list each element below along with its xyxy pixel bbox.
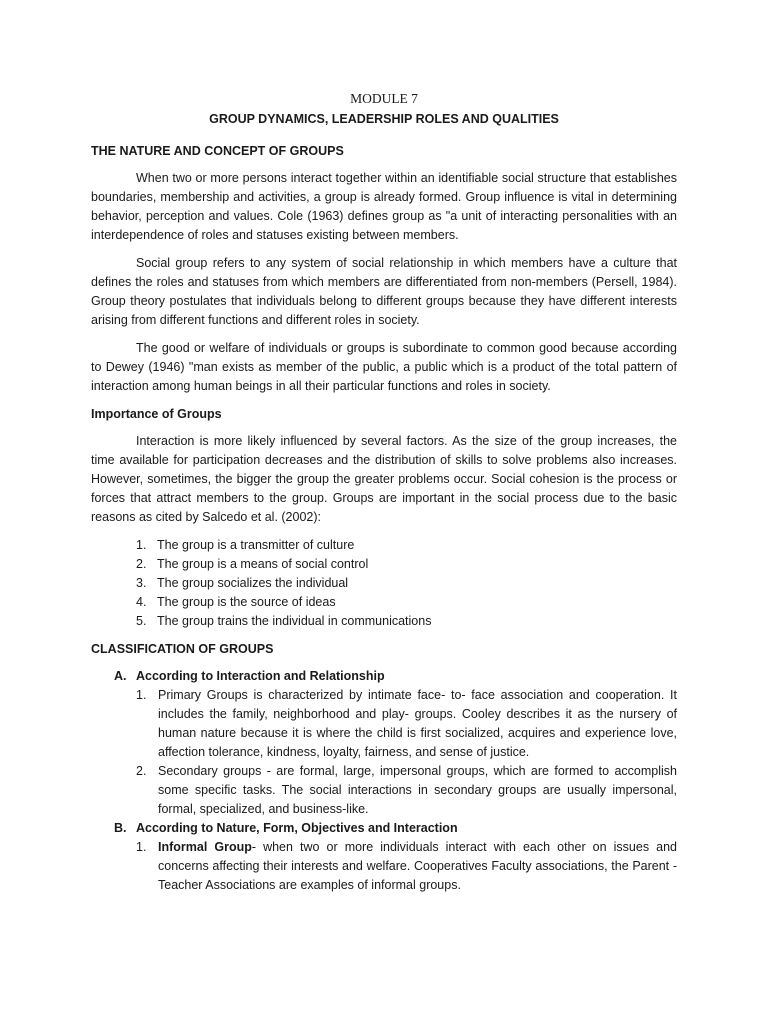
list-number: 2. (136, 764, 147, 778)
list-number: 1. (136, 840, 147, 854)
list-number: 1. (136, 538, 147, 552)
alpha-letter: A. (114, 669, 127, 683)
section-heading-classification: CLASSIFICATION OF GROUPS (91, 642, 274, 656)
list-item-text: The group is the source of ideas (157, 595, 336, 609)
list-item (136, 612, 677, 631)
paragraph: The good or welfare of individuals or groups is subordinate to common good because according to Dewey (1946) "man exists as member of the public, a public which is a product of the total pattern of interaction among human beings in all their particular functions and roles in society. (91, 341, 677, 393)
list-item (136, 555, 677, 574)
list-item-text: - when two or more individuals interact with each other on issues and concerns affecting their interests and welfare. Cooperatives Faculty associations, the Parent -Teacher Associations are examples of informal groups. (158, 840, 677, 892)
list-number: 4. (136, 595, 147, 609)
classification-b-heading (91, 819, 677, 838)
list-item-text: Secondary groups - are formal, large, impersonal groups, which are formed to accomplish some specific tasks. The social interactions in secondary groups are usually impersonal, formal, specialized, and business-like. (158, 764, 677, 816)
list-item (91, 686, 677, 762)
list-item-text: The group socializes the individual (157, 576, 349, 590)
module-label: MODULE 7 (350, 91, 418, 106)
paragraph: Interaction is more likely influenced by several factors. As the size of the group increases, the time available for participation decreases and the distribution of skills to solve problems also increases. However, sometimes, the bigger the group the greater problems occur. Social cohesion is the process or forces that attract members to the group. Groups are important in the social process due to the basic reasons as cited by Salcedo et al. (2002): (91, 434, 677, 524)
list-item-text: The group trains the individual in communications (157, 614, 432, 628)
classification-b-title: According to Nature, Form, Objectives and Interaction (136, 821, 458, 835)
importance-list (91, 536, 677, 631)
list-item (136, 593, 677, 612)
paragraph: Social group refers to any system of social relationship in which members have a culture that defines the roles and statuses from which members are differentiated from non-members (Persell, 1984). Group theory postulates that individuals belong to different groups because they have different interests arising from different functions and different roles in society. (91, 256, 677, 327)
list-item (136, 574, 677, 593)
alpha-letter: B. (114, 821, 127, 835)
section-heading-importance: Importance of Groups (91, 407, 222, 421)
list-item (91, 762, 677, 819)
list-item-text: The group is a means of social control (157, 557, 369, 571)
list-item-text: The group is a transmitter of culture (157, 538, 355, 552)
list-item-term: Informal Group (158, 840, 252, 854)
paragraph: When two or more persons interact together within an identifiable social structure that establishes boundaries, membership and activities, a group is already formed. Group influence is vital in determining behavior, perception and values. Cole (1963) defines group as "a unit of interacting personalities with an interdependence of roles and statuses existing between members. (91, 171, 677, 242)
list-number: 1. (136, 688, 147, 702)
list-number: 3. (136, 576, 147, 590)
classification-a-list (91, 686, 677, 819)
section-heading-nature: THE NATURE AND CONCEPT OF GROUPS (91, 144, 344, 158)
classification-a-title: According to Interaction and Relationship (136, 669, 385, 683)
list-item-text: Primary Groups is characterized by intimate face- to- face association and cooperation. It includes the family, neighborhood and play- groups. Cooley describes it as the nursery of human nature because it is where the child is first socialized, acquires and experience love, affection tolerance, kindness, loyalty, fairness, and sense of justice. (158, 688, 677, 759)
list-number: 2. (136, 557, 147, 571)
list-number: 5. (136, 614, 147, 628)
classification-a (91, 667, 677, 819)
classification-b-list (91, 838, 677, 895)
classification-b (91, 819, 677, 895)
classification-a-heading (91, 667, 677, 686)
list-item (136, 536, 677, 555)
page-title: GROUP DYNAMICS, LEADERSHIP ROLES AND QUALITIES (209, 112, 559, 126)
list-item (91, 838, 677, 895)
